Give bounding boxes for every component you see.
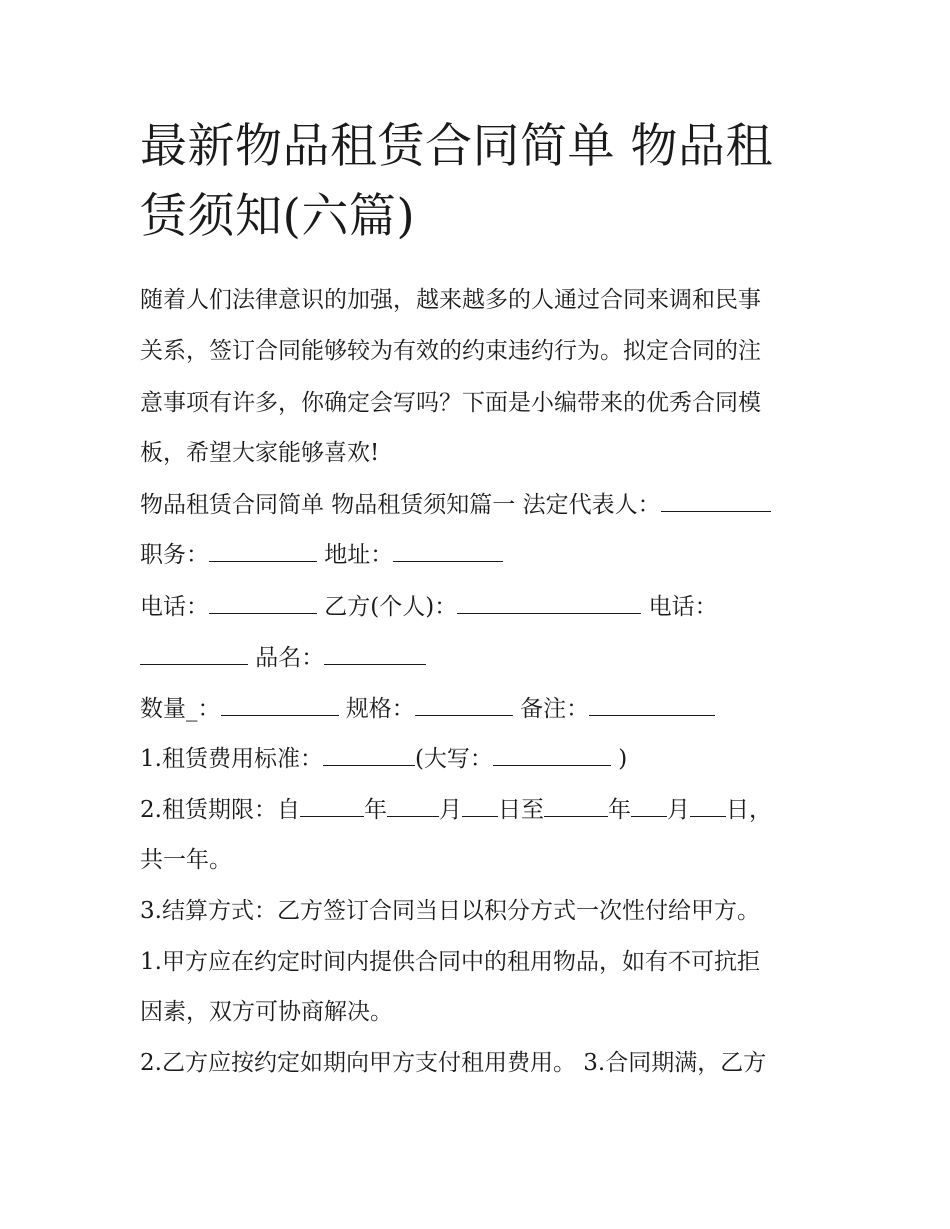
document-title [140, 112, 830, 252]
phone-party-b-line [140, 590, 830, 624]
blank-fee-uppercase[interactable] [493, 743, 611, 766]
lease-period-line [140, 793, 830, 827]
blank-notes[interactable] [589, 693, 715, 716]
position-address-line [140, 538, 830, 572]
fee-standard-line [140, 742, 830, 776]
body-line: 1.甲方应在约定时间内提供合同中的租用物品，如有不可抗拒 [140, 949, 760, 975]
field-label: 1.租赁费用标准： [140, 746, 323, 772]
blank-end-month[interactable] [631, 794, 667, 817]
field-label: 数量_： [140, 696, 221, 722]
field-label: 年 [363, 797, 387, 823]
body-line: 因素，双方可协商解决。 [140, 999, 393, 1025]
blank-address[interactable] [393, 539, 503, 562]
field-label: 物品租赁合同简单 物品租赁须知篇一 法定代表人： [140, 492, 661, 518]
field-label: 备注： [512, 696, 590, 722]
blank-position[interactable] [209, 539, 317, 562]
intro-line: 板，希望大家能够喜欢! [140, 440, 380, 466]
quantity-spec-line [140, 692, 830, 726]
blank-end-year[interactable] [544, 794, 608, 817]
field-label: (大写： [414, 746, 493, 772]
field-label: 地址： [317, 542, 394, 568]
field-label: 日至 [497, 797, 544, 823]
field-label: 品名： [248, 645, 325, 671]
blank-party-b[interactable] [457, 591, 641, 614]
blank-product-name[interactable] [324, 642, 426, 665]
body-line: 共一年。 [140, 847, 232, 873]
intro-line: 随着人们法律意识的加强，越来越多的人通过合同来调和民事 [140, 287, 761, 313]
body-line: 3.结算方式：乙方签订合同当日以积分方式一次性付给甲方。 [140, 898, 760, 924]
blank-start-year[interactable] [300, 794, 364, 817]
blank-quantity[interactable] [221, 693, 339, 716]
blank-start-month[interactable] [387, 794, 439, 817]
legal-rep-line [140, 488, 830, 522]
field-label: 规格： [338, 696, 415, 722]
intro-line: 关系，签订合同能够较为有效的约束违约行为。拟定合同的注 [140, 338, 761, 364]
blank-spec[interactable] [415, 693, 513, 716]
blank-fee[interactable] [323, 743, 415, 766]
field-label: 职务： [140, 542, 209, 568]
blank-phone[interactable] [209, 591, 317, 614]
blank-legal-rep[interactable] [661, 489, 771, 512]
field-label: 电话： [140, 594, 209, 620]
field-label: 电话： [641, 594, 718, 620]
title-line-1: 最新物品租赁合同简单 物品租 [140, 119, 773, 174]
field-label: 乙方(个人)： [317, 594, 458, 620]
field-label: 2.租赁期限：自 [140, 797, 300, 823]
field-label: 月 [666, 797, 690, 823]
body-line: 2.乙方应按约定如期向甲方支付租用费用。 3.合同期满，乙方 [140, 1050, 767, 1076]
blank-end-day[interactable] [690, 794, 726, 817]
field-label: ) [610, 746, 628, 772]
blank-phone-b[interactable] [140, 642, 248, 665]
intro-line: 意事项有许多，你确定会写吗？下面是小编带来的优秀合同模 [140, 390, 761, 416]
field-label: 日， [725, 797, 772, 823]
field-label: 年 [607, 797, 631, 823]
title-line-2: 赁须知(六篇) [140, 189, 416, 244]
field-label: 月 [438, 797, 462, 823]
blank-start-day[interactable] [462, 794, 498, 817]
product-name-line [140, 641, 830, 675]
